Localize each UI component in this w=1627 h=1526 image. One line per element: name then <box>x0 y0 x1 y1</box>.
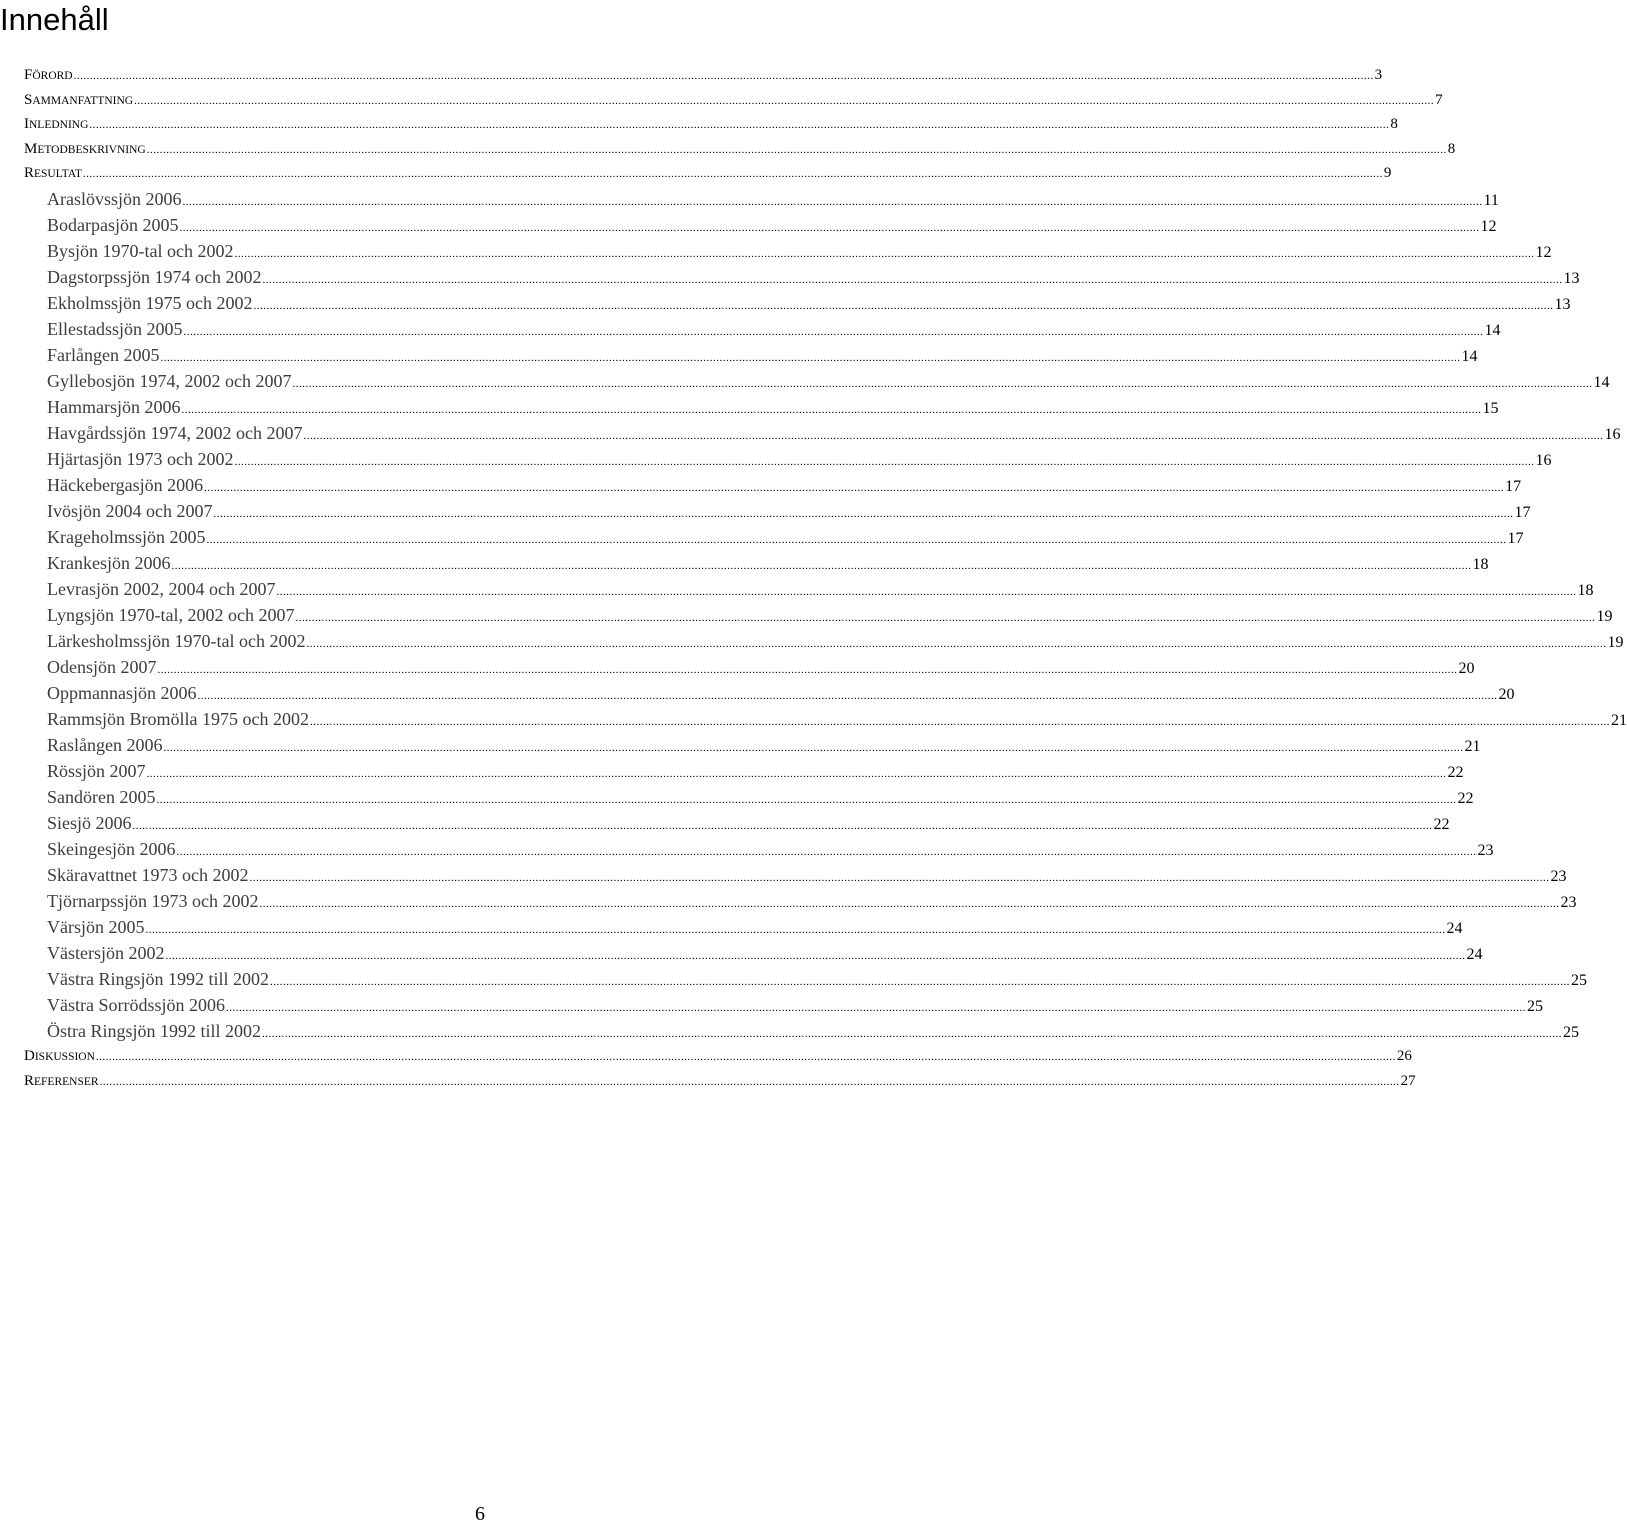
table-of-contents <box>24 63 1627 1093</box>
toc-entry-page: 21 <box>1464 737 1481 755</box>
toc-entry-page: 17 <box>1507 529 1524 547</box>
toc-subsection-entry[interactable] <box>24 992 1543 1018</box>
toc-entry-page: 23 <box>1560 893 1577 911</box>
toc-dot-leader: ................................................................................................................................................................................................................................................................................................................................................................................................................ <box>181 403 1482 416</box>
toc-subsection-entry[interactable] <box>24 732 1481 758</box>
toc-dot-leader: ................................................................................................................................................................................................................................................................................................................................................................................................................ <box>270 975 1570 988</box>
toc-subsection-entry[interactable] <box>24 810 1450 836</box>
toc-dot-leader: ................................................................................................................................................................................................................................................................................................................................................................................................................ <box>95 1050 1396 1063</box>
toc-entry-page: 22 <box>1447 763 1464 781</box>
toc-entry-page: 15 <box>1482 399 1499 417</box>
toc-entry-title: Östra Ringsjön 1992 till 2002 <box>47 1020 262 1041</box>
toc-subsection-entry[interactable] <box>24 628 1624 654</box>
toc-subsection-entry[interactable] <box>24 498 1531 524</box>
toc-entry-title: Lyngsjön 1970-tal, 2002 och 2007 <box>47 604 295 625</box>
toc-entry-title: Västra Ringsjön 1992 till 2002 <box>47 968 269 989</box>
toc-dot-leader: ................................................................................................................................................................................................................................................................................................................................................................................................................ <box>146 767 1447 780</box>
toc-entry-title: DISKUSSION <box>24 1047 95 1064</box>
toc-subsection-entry[interactable] <box>24 446 1552 472</box>
toc-entry-title: RESULTAT <box>24 165 82 182</box>
toc-entry-page: 20 <box>1458 659 1475 677</box>
toc-entry-title: Lärkesholmssjön 1970-tal och 2002 <box>47 630 306 651</box>
toc-entry-page: 12 <box>1480 217 1497 235</box>
toc-entry-title: Ekholmssjön 1975 och 2002 <box>47 292 253 313</box>
toc-subsection-entry[interactable] <box>24 368 1610 394</box>
toc-subsection-entry[interactable] <box>24 212 1497 238</box>
toc-subsection-entry[interactable] <box>24 186 1499 212</box>
toc-subsection-entry[interactable] <box>24 316 1501 342</box>
toc-subsection-entry[interactable] <box>24 394 1499 420</box>
toc-subsection-entry[interactable] <box>24 680 1515 706</box>
toc-entry-page: 14 <box>1593 373 1610 391</box>
toc-entry-title: Skäravattnet 1973 och 2002 <box>47 864 249 885</box>
toc-entry-page: 8 <box>1390 116 1398 133</box>
toc-entry-title: Levrasjön 2002, 2004 och 2007 <box>47 578 276 599</box>
toc-dot-leader: ................................................................................................................................................................................................................................................................................................................................................................................................................ <box>145 923 1446 936</box>
toc-dot-leader: ................................................................................................................................................................................................................................................................................................................................................................................................................ <box>134 94 1435 107</box>
toc-dot-leader: ................................................................................................................................................................................................................................................................................................................................................................................................................ <box>182 195 1483 208</box>
toc-entry-page: 14 <box>1484 321 1501 339</box>
toc-entry-page: 19 <box>1607 633 1624 651</box>
toc-entry-page: 7 <box>1435 91 1443 108</box>
toc-dot-leader: ................................................................................................................................................................................................................................................................................................................................................................................................................ <box>163 741 1464 754</box>
toc-entry-title: METODBESKRIVNING <box>24 140 146 157</box>
toc-subsection-entry[interactable] <box>24 524 1524 550</box>
toc-subsection-entry[interactable] <box>24 862 1567 888</box>
toc-dot-leader: ................................................................................................................................................................................................................................................................................................................................................................................................................ <box>179 221 1480 234</box>
toc-entry-page: 16 <box>1535 451 1552 469</box>
toc-entry-title: Siesjö 2006 <box>47 812 132 833</box>
page-title: Innehåll <box>0 2 109 37</box>
toc-entry-page: 19 <box>1596 607 1613 625</box>
toc-entry-title: Havgårdssjön 1974, 2002 och 2007 <box>47 422 303 443</box>
toc-entry-title: INLEDNING <box>24 116 89 133</box>
toc-dot-leader: ................................................................................................................................................................................................................................................................................................................................................................................................................ <box>213 507 1514 520</box>
toc-dot-leader: ................................................................................................................................................................................................................................................................................................................................................................................................................ <box>276 585 1577 598</box>
toc-subsection-entry[interactable] <box>24 342 1478 368</box>
toc-subsection-entry[interactable] <box>24 654 1475 680</box>
toc-entry-page: 23 <box>1477 841 1494 859</box>
toc-entry-title: REFERENSER <box>24 1072 99 1089</box>
toc-entry-page: 21 <box>1610 711 1627 729</box>
toc-entry-title: Värsjön 2005 <box>47 916 145 937</box>
toc-section-entry[interactable] <box>24 137 1456 162</box>
toc-dot-leader: ................................................................................................................................................................................................................................................................................................................................................................................................................ <box>183 325 1484 338</box>
toc-dot-leader: ................................................................................................................................................................................................................................................................................................................................................................................................................ <box>309 715 1610 728</box>
toc-entry-title: Västra Sorrödssjön 2006 <box>47 994 225 1015</box>
toc-entry-title: Raslången 2006 <box>47 734 163 755</box>
toc-entry-title: Dagstorpssjön 1974 och 2002 <box>47 266 262 287</box>
toc-section-entry[interactable] <box>24 1044 1412 1069</box>
toc-subsection-entry[interactable] <box>24 264 1580 290</box>
toc-dot-leader: ................................................................................................................................................................................................................................................................................................................................................................................................................ <box>234 455 1535 468</box>
toc-entry-page: 20 <box>1498 685 1515 703</box>
toc-entry-page: 18 <box>1577 581 1594 599</box>
toc-entry-page: 25 <box>1563 1023 1580 1041</box>
toc-subsection-entry[interactable] <box>24 602 1613 628</box>
toc-dot-leader: ................................................................................................................................................................................................................................................................................................................................................................................................................ <box>204 481 1505 494</box>
toc-dot-leader: ................................................................................................................................................................................................................................................................................................................................................................................................................ <box>171 559 1472 572</box>
toc-dot-leader: ................................................................................................................................................................................................................................................................................................................................................................................................................ <box>303 429 1604 442</box>
toc-subsection-entry[interactable] <box>24 706 1627 732</box>
toc-entry-page: 8 <box>1447 140 1456 157</box>
toc-dot-leader: ................................................................................................................................................................................................................................................................................................................................................................................................................ <box>73 70 1374 82</box>
toc-entry-title: FÖRORD <box>24 67 73 83</box>
toc-entry-title: SAMMANFATTNING <box>24 91 134 108</box>
toc-subsection-entry[interactable] <box>24 966 1587 992</box>
toc-dot-leader: ................................................................................................................................................................................................................................................................................................................................................................................................................ <box>165 949 1466 962</box>
toc-subsection-entry[interactable] <box>24 1018 1580 1044</box>
toc-section-entry[interactable] <box>24 63 1383 88</box>
toc-dot-leader: ................................................................................................................................................................................................................................................................................................................................................................................................................ <box>295 611 1596 624</box>
toc-entry-title: Ellestadssjön 2005 <box>47 318 183 339</box>
toc-entry-title: Farlången 2005 <box>47 344 160 365</box>
toc-entry-title: Araslövssjön 2006 <box>47 188 182 209</box>
toc-entry-page: 9 <box>1383 165 1392 182</box>
toc-entry-title: Ivösjön 2004 och 2007 <box>47 500 213 521</box>
toc-entry-page: 24 <box>1466 945 1483 963</box>
toc-dot-leader: ................................................................................................................................................................................................................................................................................................................................................................................................................ <box>206 533 1507 546</box>
toc-entry-page: 18 <box>1472 555 1489 573</box>
toc-subsection-entry[interactable] <box>24 940 1483 966</box>
toc-dot-leader: ................................................................................................................................................................................................................................................................................................................................................................................................................ <box>292 377 1593 390</box>
toc-entry-page: 22 <box>1433 815 1450 833</box>
toc-entry-title: Bodarpasjön 2005 <box>47 214 179 235</box>
toc-entry-page: 25 <box>1527 997 1543 1015</box>
toc-entry-title: Hammarsjön 2006 <box>47 396 181 417</box>
toc-subsection-entry[interactable] <box>24 472 1522 498</box>
toc-dot-leader: ................................................................................................................................................................................................................................................................................................................................................................................................................ <box>156 793 1457 806</box>
toc-entry-page: 14 <box>1461 347 1478 365</box>
toc-subsection-entry[interactable] <box>24 238 1552 264</box>
toc-entry-page: 26 <box>1396 1047 1412 1064</box>
toc-entry-title: Sandören 2005 <box>47 786 156 807</box>
toc-entry-page: 16 <box>1604 425 1621 443</box>
toc-section-entry[interactable] <box>24 88 1443 113</box>
toc-entry-title: Rössjön 2007 <box>47 760 146 781</box>
toc-entry-page: 11 <box>1483 191 1499 209</box>
toc-subsection-entry[interactable] <box>24 888 1577 914</box>
toc-entry-title: Gyllebosjön 1974, 2002 och 2007 <box>47 370 292 391</box>
toc-entry-title: Tjörnarpssjön 1973 och 2002 <box>47 890 259 911</box>
toc-entry-title: Västersjön 2002 <box>47 942 165 963</box>
toc-entry-page: 23 <box>1550 867 1567 885</box>
toc-dot-leader: ................................................................................................................................................................................................................................................................................................................................................................................................................ <box>226 1001 1526 1014</box>
toc-subsection-entry[interactable] <box>24 576 1594 602</box>
toc-subsection-entry[interactable] <box>24 420 1621 446</box>
toc-dot-leader: ................................................................................................................................................................................................................................................................................................................................................................................................................ <box>259 897 1560 910</box>
toc-entry-title: Hjärtasjön 1973 och 2002 <box>47 448 234 469</box>
toc-dot-leader: ................................................................................................................................................................................................................................................................................................................................................................................................................ <box>249 871 1550 884</box>
toc-subsection-entry[interactable] <box>24 550 1489 576</box>
toc-entry-title: Bysjön 1970-tal och 2002 <box>47 240 234 261</box>
toc-dot-leader: ................................................................................................................................................................................................................................................................................................................................................................................................................ <box>157 663 1458 676</box>
page-number: 6 <box>475 1503 485 1525</box>
toc-entry-page: 17 <box>1514 503 1531 521</box>
toc-dot-leader: ................................................................................................................................................................................................................................................................................................................................................................................................................ <box>160 351 1461 364</box>
toc-subsection-entry[interactable] <box>24 290 1571 316</box>
toc-entry-page: 13 <box>1563 269 1580 287</box>
toc-dot-leader: ................................................................................................................................................................................................................................................................................................................................................................................................................ <box>306 637 1607 650</box>
toc-dot-leader: ................................................................................................................................................................................................................................................................................................................................................................................................................ <box>99 1075 1400 1088</box>
toc-dot-leader: ................................................................................................................................................................................................................................................................................................................................................................................................................ <box>82 168 1383 181</box>
toc-dot-leader: ................................................................................................................................................................................................................................................................................................................................................................................................................ <box>132 819 1433 832</box>
toc-entry-title: Krankesjön 2006 <box>47 552 171 573</box>
toc-entry-title: Oppmannasjön 2006 <box>47 682 197 703</box>
toc-dot-leader: ................................................................................................................................................................................................................................................................................................................................................................................................................ <box>197 689 1498 702</box>
toc-entry-page: 27 <box>1400 1072 1416 1089</box>
toc-dot-leader: ................................................................................................................................................................................................................................................................................................................................................................................................................ <box>262 273 1563 286</box>
toc-entry-title: Odensjön 2007 <box>47 656 157 677</box>
toc-dot-leader: ................................................................................................................................................................................................................................................................................................................................................................................................................ <box>146 143 1447 156</box>
toc-entry-page: 3 <box>1374 67 1383 83</box>
toc-entry-page: 12 <box>1535 243 1552 261</box>
toc-dot-leader: ................................................................................................................................................................................................................................................................................................................................................................................................................ <box>262 1027 1563 1040</box>
toc-entry-page: 13 <box>1554 295 1571 313</box>
toc-subsection-entry[interactable] <box>24 758 1464 784</box>
toc-section-entry[interactable] <box>24 161 1392 186</box>
toc-entry-title: Rammsjön Bromölla 1975 och 2002 <box>47 708 309 729</box>
toc-entry-title: Skeingesjön 2006 <box>47 838 176 859</box>
toc-entry-page: 24 <box>1446 919 1463 937</box>
toc-section-entry[interactable] <box>24 112 1398 137</box>
toc-subsection-entry[interactable] <box>24 914 1463 940</box>
toc-dot-leader: ................................................................................................................................................................................................................................................................................................................................................................................................................ <box>253 299 1554 312</box>
toc-entry-page: 22 <box>1457 789 1474 807</box>
toc-dot-leader: ................................................................................................................................................................................................................................................................................................................................................................................................................ <box>234 247 1535 260</box>
toc-entry-page: 17 <box>1505 477 1522 495</box>
toc-subsection-entry[interactable] <box>24 836 1494 862</box>
toc-entry-page: 25 <box>1571 971 1587 989</box>
toc-subsection-entry[interactable] <box>24 784 1474 810</box>
toc-dot-leader: ................................................................................................................................................................................................................................................................................................................................................................................................................ <box>89 119 1390 132</box>
toc-section-entry[interactable] <box>24 1069 1416 1094</box>
toc-entry-title: Krageholmssjön 2005 <box>47 526 206 547</box>
toc-dot-leader: ................................................................................................................................................................................................................................................................................................................................................................................................................ <box>176 845 1477 858</box>
toc-entry-title: Häckebergasjön 2006 <box>47 474 204 495</box>
